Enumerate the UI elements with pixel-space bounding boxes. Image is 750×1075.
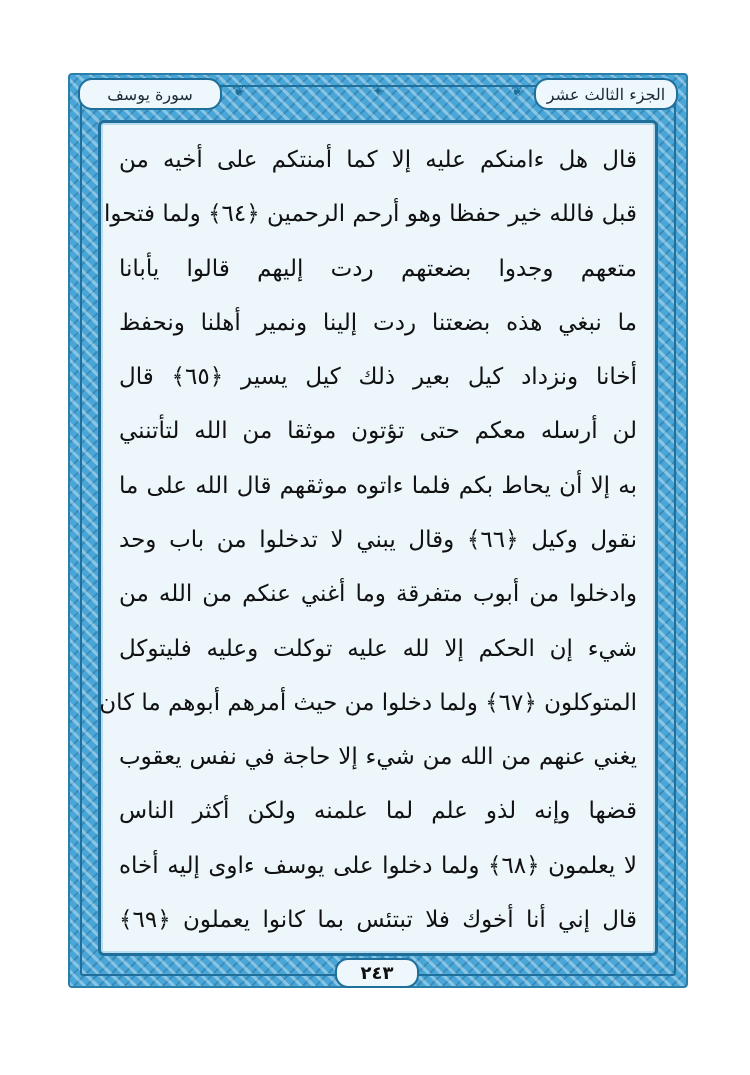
surah-label: سورة يوسف xyxy=(78,78,222,110)
text-line: ما نبغي هذه بضعتنا ردت إلينا ونمير أهلنا ونحفظ xyxy=(119,309,637,336)
text-line: قضها وإنه لذو علم لما علمنه ولكن أكثر الناس xyxy=(119,798,637,825)
juz-label: الجزء الثالث عشر xyxy=(534,78,678,110)
text-line: متعهم وجدوا بضعتهم ردت إليهم قالوا يأبانا xyxy=(119,255,637,282)
text-lines xyxy=(99,135,637,945)
text-line: وادخلوا من أبوب متفرقة وما أغني عنكم من الله من xyxy=(119,581,637,608)
text-line: نقول وكيل ﴿٦٦﴾ وقال يبني لا تدخلوا من باب وحد xyxy=(119,526,637,553)
text-line: به إلا أن يحاط بكم فلما ءاتوه موثقهم قال الله على ما xyxy=(119,472,637,499)
text-line: قال هل ءامنكم عليه إلا كما أمنتكم على أخيه من xyxy=(119,147,637,173)
text-line: قال إني أنا أخوك فلا تبتئس بما كانوا يعملون ﴿٦٩﴾ xyxy=(119,906,637,933)
page-number: ٢٤٣ xyxy=(335,958,419,988)
quran-text-panel xyxy=(98,120,658,956)
text-line: أخانا ونزداد كيل بعير ذلك كيل يسير ﴿٦٥﴾ قال xyxy=(119,364,637,391)
page-header xyxy=(78,78,678,108)
text-line: لن أرسله معكم حتى تؤتون موثقا من الله لتأتنني xyxy=(119,418,637,445)
text-line: المتوكلون ﴿٦٧﴾ ولما دخلوا من حيث أمرهم أبوهم ما كان xyxy=(99,689,637,716)
text-line: شيء إن الحكم إلا لله عليه توكلت وعليه فليتوكل xyxy=(119,635,637,662)
text-line: يغني عنهم من الله من شيء إلا حاجة في نفس يعقوب xyxy=(119,744,637,771)
text-line: لا يعلمون ﴿٦٨﴾ ولما دخلوا على يوسف ءاوى إليه أخاه xyxy=(119,852,637,879)
ornament-icon: ✦ xyxy=(372,84,384,100)
ornament-icon: ❦ xyxy=(511,84,523,100)
text-line: قبل فالله خير حفظا وهو أرحم الرحمين ﴿٦٤﴾ ولما فتحوا xyxy=(103,201,637,228)
ornament-icon: ❦ xyxy=(233,84,245,100)
header-ornament xyxy=(233,82,523,102)
